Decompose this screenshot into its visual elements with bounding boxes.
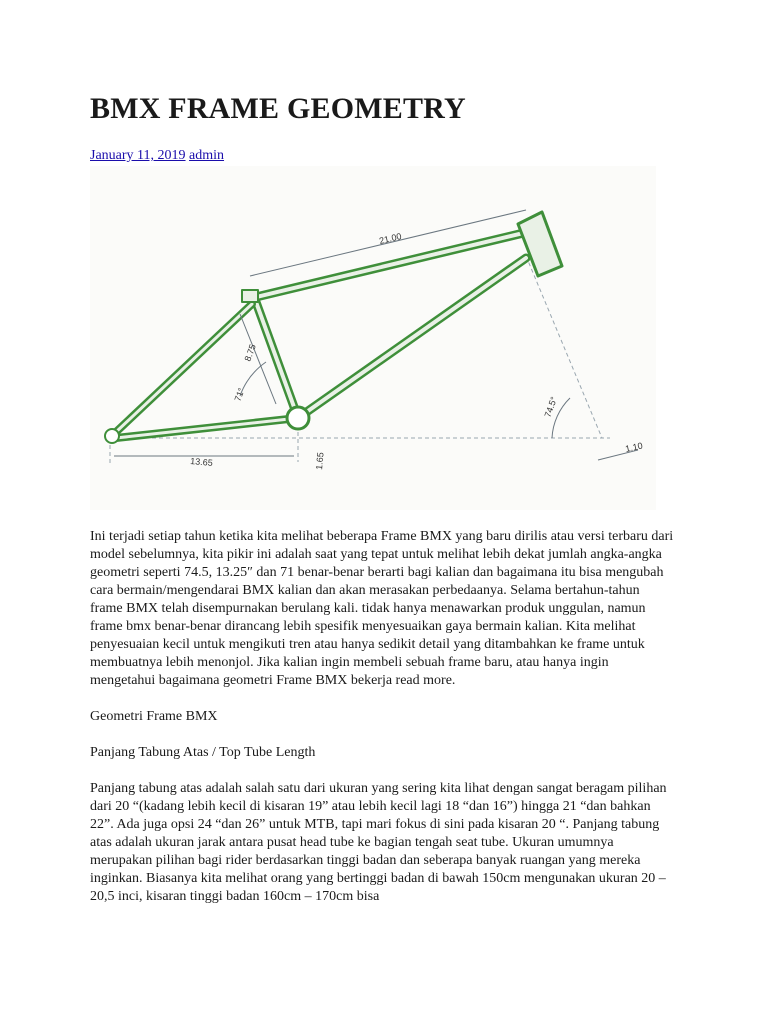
fork-offset-label: 1.10 <box>624 440 644 454</box>
top-tube-paragraph: Panjang tabung atas adalah salah satu dari ukuran yang sering kita lihat dengan sangat beragam pilihan dari 20 “(kadang lebih kecil di kisaran 19” atau lebih kecil lagi 18 “dan 16”) hingga 21 “dan bahkan 22”. Ada juga opsi 24 “dan 26” untuk MTB, tapi mari fokus di sini pada kisaran 20 “. Panjang tabung atas adalah ukuran jarak antara pusat head tube ke bagian tengah seat tube. Ukuran umumnya merupakan pilihan bagi rider berdasarkan tinggi badan dan seberapa banyak ruangan yang mereka inginkan. Biasanya kita melihat orang yang bertinggi badan di bawah 150cm mengunakan ukuran 20 – 20,5 inci, kisaran tinggi badan 160cm – 170cm bisa <box>90 781 667 904</box>
head-tube-label: 8.75 <box>242 342 258 363</box>
frame-geometry-figure <box>90 166 656 510</box>
frame-tubes <box>105 212 562 443</box>
post-meta <box>90 148 224 164</box>
intro-paragraph: Ini terjadi setiap tahun ketika kita melihat beberapa Frame BMX yang baru dirilis atau versi terbaru dari model sebelumnya, kita pikir ini adalah saat yang tepat untuk melihat lebih dekat jumlah angka-angka geometri seperti 74.5, 13.25″ dan 71 benar-benar berarti bagi kalian dan bagaimana itu bisa mengubah cara bermain/mengendarai BMX kalian dan akan merasakan perbedaanya. Selama bertahun-tahun frame BMX telah disempurnakan berulang kali. tidak hanya menawarkan produk unggulan, namun frame bmx benar-benar dirancang lebih spesifik menyesuaikan gaya bermain kalian. Kita melihat penyesuaian kecil untuk mengikuti tren atau hanya sedikit detail yang ditambahkan ke frame untuk membuatnya lebih menonjol. Jika kalian ingin membeli sebuah frame baru, atau hanya ingin mengetahui bagaimana geometri Frame BMX bekerja read more. <box>90 529 674 688</box>
construction-lines <box>110 256 610 466</box>
bb-drop-label: 1.65 <box>314 451 326 471</box>
seat-angle-label: 71° <box>232 386 247 403</box>
article-body <box>90 528 674 924</box>
post-date-link[interactable]: January 11, 2019 <box>90 148 186 163</box>
chainstay-label: 13.65 <box>189 456 214 468</box>
page-title: BMX FRAME GEOMETRY <box>90 92 466 125</box>
head-angle-label: 74.5° <box>542 395 560 419</box>
dimension-labels <box>190 231 644 470</box>
post-author-link[interactable]: admin <box>189 148 225 163</box>
section-heading-top-tube: Panjang Tabung Atas / Top Tube Length <box>90 745 316 760</box>
top-tube-label: 21.00 <box>378 231 403 246</box>
frame-diagram <box>90 166 656 510</box>
section-heading-geometry: Geometri Frame BMX <box>90 709 218 724</box>
